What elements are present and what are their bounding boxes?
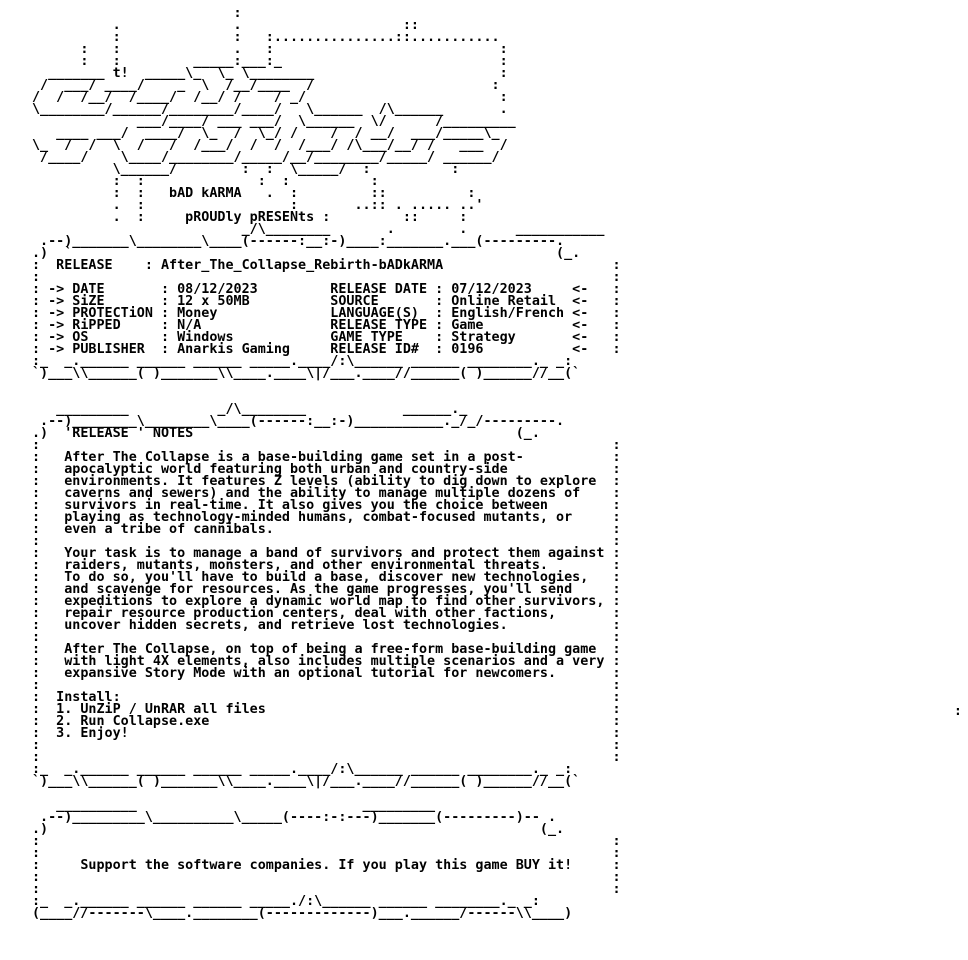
box-border-top: .) (_.	[32, 822, 565, 837]
box-border-bottom: (____//-------\____.________(-------------)___.______/------\\____)	[32, 906, 573, 921]
release-info-row: : -> SiZE : 12 x 50MB SOURCE : Online Retail <- :	[32, 294, 621, 309]
ascii-logo-line: :	[32, 6, 242, 21]
box-border-top: .) ` (_.	[32, 246, 581, 261]
release-notes-line: : expeditions to explore a dynamic world map to find other survivors, :	[32, 594, 621, 609]
ascii-logo-line: . . ::	[32, 18, 419, 33]
box-blank-row: : :	[32, 870, 621, 885]
box-border-bottom: `)___\\______( )_______\\____.____\|/___.____//______( )______//__(`	[32, 774, 581, 789]
box-border-decor: _________ _/\________ ______._	[32, 402, 468, 417]
spacer	[32, 380, 621, 392]
ascii-logo-line: . : : ..:: . ..... ..'	[32, 198, 484, 213]
release-notes-line: : environments. It features Z levels (ability to dig down to explore :	[32, 474, 621, 489]
box-border-bottom: `)___\\______( )_______\\____.____\|/___.____//______( )______//__(`	[32, 366, 581, 381]
release-notes-line: : playing as technology-minded humans, combat-focused mutants, or :	[32, 510, 621, 525]
install-step: : 1. UnZiP / UnRAR all files :	[32, 702, 621, 717]
release-info-row: : -> DATE : 08/12/2023 RELEASE DATE : 07/12/2023 <- :	[32, 282, 621, 297]
ascii-logo-line: \_ / / \ / / /___/ / / /___/ /\___/__/ / ___ /	[32, 138, 508, 153]
box-blank-row: : :	[32, 678, 621, 693]
release-notes-line: : expansive Story Mode with an optional tutorial for newcomers. :	[32, 666, 621, 681]
box-border-bottom: :_ _.______ ______ ______ _____.____/:\______ ______ ________._ _:	[32, 762, 573, 777]
release-notes-line: : apocalyptic world featuring both urban and country-side :	[32, 462, 621, 477]
ascii-logo-line: ____ ___/ ____/ \_ / \_/ / / / __/ ___/_____\_	[32, 126, 500, 141]
release-notes-line: : After The Collapse, on top of being a free-form base-building game :	[32, 642, 621, 657]
install-title: : Install: :	[32, 690, 621, 705]
release-notes-line: : with light 4X elements, also includes multiple scenarios and a very :	[32, 654, 621, 669]
release-notes-line: : After The Collapse is a base-building game set in a post- :	[32, 450, 621, 465]
release-notes-line: : even a tribe of cannibals. :	[32, 522, 621, 537]
box-border-bottom: :_ _.______ ______ ______ _____./:\______ ______ ________._ _:	[32, 894, 540, 909]
release-notes-line: : Your task is to manage a band of survivors and protect them against :	[32, 546, 621, 561]
box-border-decor: __________ _________	[32, 798, 436, 813]
ascii-logo-line: \______/ : : \_____/ : :	[32, 162, 460, 177]
support-message: : Support the software companies. If you play this game BUY it! :	[32, 858, 621, 873]
ascii-logo-line: : : :...............::...........	[32, 30, 500, 45]
ascii-logo-line: : : bAD kARMA . : :: :	[32, 186, 476, 201]
ascii-logo-line: ___/____/ ___ ___/ \______ \/ /_________	[32, 114, 516, 129]
box-blank-row: : :	[32, 846, 621, 861]
ascii-logo-line: : : _____:___:_ :	[32, 54, 508, 69]
ascii-logo-line: / ___/ ____/ _ \ /__/____ / :	[32, 78, 500, 93]
ascii-logo-line: : : . : :	[32, 42, 508, 57]
release-info-row: : -> PROTECTiON : Money LANGUAGE(S) : English/French <- :	[32, 306, 621, 321]
ascii-logo-line: . : pROUDly pRESENts : :: :	[32, 210, 468, 225]
ascii-logo-line: / / /__/ /____/ /__/ / / _/ :	[32, 90, 508, 105]
ascii-logo-line: /____/ \____/________/_____/__/________/_____/ ______/	[32, 150, 500, 165]
notes-title: .) 'RELEASE ' NOTES (_.	[32, 426, 540, 441]
release-notes-line: : caverns and sewers) and the ability to manage multiple dozens of :	[32, 486, 621, 501]
release-info-row: : -> OS : Windows GAME TYPE : Strategy <- :	[32, 330, 621, 345]
release-notes-line: : raiders, mutants, monsters, and other environmental threats. :	[32, 558, 621, 573]
box-blank-row: : :	[32, 750, 621, 765]
release-name: : RELEASE : After_The_Collapse_Rebirth-bADkARMA :	[32, 258, 621, 273]
box-blank-row: : :	[32, 270, 621, 285]
install-step: : 3. Enjoy! :	[32, 726, 621, 741]
release-notes-line: : uncover hidden secrets, and retrieve lost technologies. :	[32, 618, 621, 633]
release-notes-line: : To do so, you'll have to build a base, discover new technologies, :	[32, 570, 621, 585]
box-blank-row: : :	[32, 438, 621, 453]
release-notes-line: : and scavenge for resources. As the game progresses, you'll send :	[32, 582, 621, 597]
box-blank-row: : :	[32, 534, 621, 549]
box-border-bottom: :_ _.______ ______ ______ _____.____/:\______ ______ ________._ _:	[32, 354, 573, 369]
box-blank-row: : :	[32, 738, 621, 753]
release-notes-line: : survivors in real-time. It also gives you the choice between :	[32, 498, 621, 513]
box-border-top: .--)_______\________\____(------:__:-)____:_______.___(---------.	[32, 234, 565, 249]
release-info-row: : -> PUBLISHER : Anarkis Gaming RELEASE ID# : 0196 <- :	[32, 342, 621, 357]
box-blank-row: : :	[32, 630, 621, 645]
box-blank-row: : :	[32, 882, 621, 897]
release-notes-line: : repair resource production centers, deal with other factions, :	[32, 606, 621, 621]
box-blank-row: : :	[32, 834, 621, 849]
box-border-top: .--)________\________\____(------:__:-)___________._/_/---------.	[32, 414, 565, 429]
scroll-marker: :	[954, 704, 962, 719]
box-border-top: .--)_________\__________\_____(----:-:---)_______(---------)-- .	[32, 810, 557, 825]
ascii-logo-line: \________/______/________/____/ \______ /\______ .	[32, 102, 508, 117]
ascii-logo-line: _______ t! _____\_ \_ \________ :	[32, 66, 508, 81]
nfo-document	[32, 8, 621, 920]
release-info-row: : -> RiPPED : N/A RELEASE TYPE : Game <- :	[32, 318, 621, 333]
ascii-logo-line: : : : : :	[32, 174, 379, 189]
install-step: : 2. Run Collapse.exe :	[32, 714, 621, 729]
box-border-decor: _/\________ . . ___________	[32, 222, 605, 237]
